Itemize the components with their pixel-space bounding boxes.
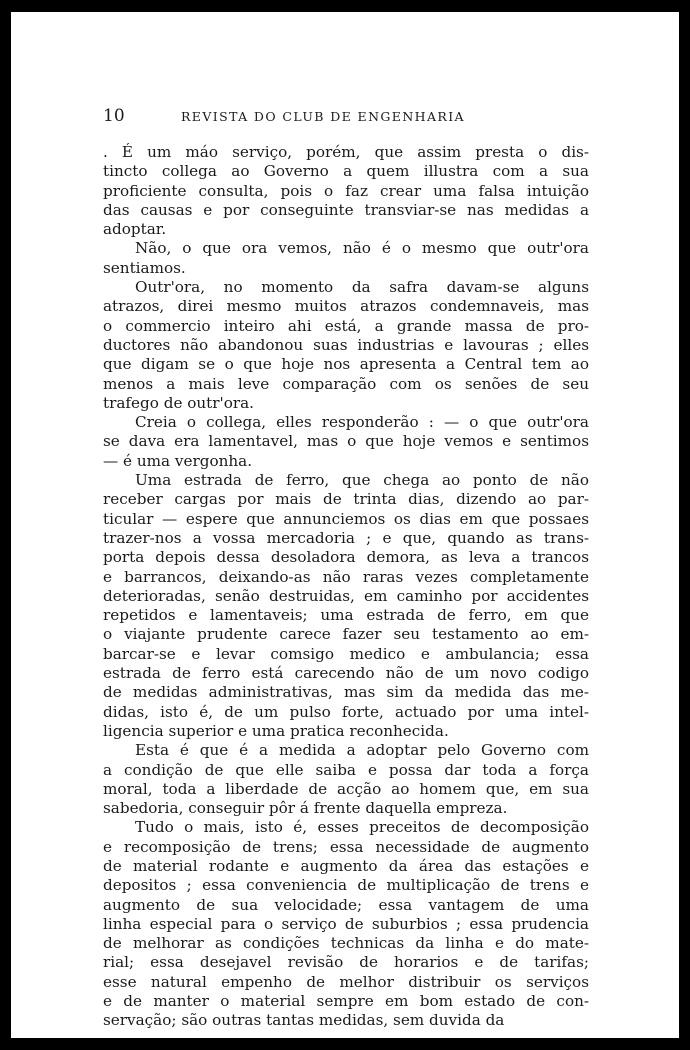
text-line: sentiamos. xyxy=(103,258,186,277)
text-line: augmento de sua velocidade; essa vantagem de uma xyxy=(103,895,589,914)
text-line: ticular — espere que annunciemos os dias em que possaes xyxy=(103,509,589,528)
text-line: menos a mais leve comparação com os senões de seu xyxy=(103,374,589,393)
text-line: trazer-nos a vossa mercadoria ; e que, quando as trans- xyxy=(103,528,589,547)
paragraph xyxy=(103,471,589,741)
text-line: de medidas administrativas, mas sim da medida das me- xyxy=(103,683,589,702)
text-line: das causas e por conseguinte transviar-se nas medidas a xyxy=(103,200,589,219)
text-line: esse natural empenho de melhor distribuir os serviços xyxy=(103,972,589,991)
text-line: trafego de outr'ora. xyxy=(103,393,255,412)
text-line: . É um máo serviço, porém, que assim presta o dis- xyxy=(103,143,589,161)
document-page xyxy=(11,12,679,1038)
text-line: o commercio inteiro ahi está, a grande massa de pro- xyxy=(103,316,589,335)
text-line: didas, isto é, de um pulso forte, actuado por uma intel- xyxy=(103,702,589,721)
paragraph xyxy=(103,143,589,239)
text-line: Uma estrada de ferro, que chega ao ponto de não xyxy=(135,471,589,490)
text-line: — é uma vergonha. xyxy=(103,451,253,470)
text-line: depositos ; essa conveniencia de multiplicação de trens e xyxy=(103,876,589,895)
text-line: adoptar. xyxy=(103,220,167,239)
text-line: linha especial para o serviço de suburbios ; essa prudencia xyxy=(103,914,589,933)
text-line: e recomposição de trens; essa necessidade de augmento xyxy=(103,837,589,856)
text-line: se dava era lamentavel, mas o que hoje vemos e sentimos xyxy=(103,432,589,451)
text-line: de melhorar as condições technicas da linha e do mate- xyxy=(103,934,589,953)
paragraph xyxy=(103,741,589,818)
text-line: estrada de ferro está carecendo não de um novo codigo xyxy=(103,664,589,683)
text-line: Outr'ora, no momento da safra davam-se alguns xyxy=(135,278,589,297)
text-line: ligencia superior e uma pratica reconhecida. xyxy=(103,721,449,740)
text-line: deterioradas, senão destruidas, em caminho por accidentes xyxy=(103,586,589,605)
text-line: repetidos e lamentaveis; uma estrada de ferro, em que xyxy=(103,606,589,625)
paragraph xyxy=(103,413,589,471)
running-title: REVISTA DO CLUB DE ENGENHARIA xyxy=(181,109,465,124)
text-line: a condição de que elle saiba e possa dar toda a força xyxy=(103,760,589,779)
text-line: Esta é que é a medida a adoptar pelo Governo com xyxy=(135,741,589,760)
text-line: porta depois dessa desoladora demora, as leva a trancos xyxy=(103,548,589,567)
text-line: Tudo o mais, isto é, esses preceitos de decomposição xyxy=(135,818,589,837)
text-line: Não, o que ora vemos, não é o mesmo que outr'ora xyxy=(135,239,589,258)
page-number: 10 xyxy=(103,106,125,126)
text-line: tincto collega ao Governo a quem illustra com a sua xyxy=(103,162,589,181)
text-line: Creia o collega, elles responderão : — o que outr'ora xyxy=(135,413,589,432)
text-line: moral, toda a liberdade de acção ao homem que, em sua xyxy=(103,779,589,798)
paragraph xyxy=(103,278,589,413)
paragraph xyxy=(103,818,589,1030)
text-line: sabedoria, conseguir pôr á frente daquella empreza. xyxy=(103,799,508,818)
text-line: que digam se o que hoje nos apresenta a Central tem ao xyxy=(103,355,589,374)
text-line: rial; essa desejavel revisão de horarios e de tarifas; xyxy=(103,953,589,972)
article-body xyxy=(103,143,589,1031)
text-line: barcar-se e levar comsigo medico e ambulancia; essa xyxy=(103,644,589,663)
text-line: atrazos, direi mesmo muitos atrazos condemnaveis, mas xyxy=(103,297,589,316)
text-line: proficiente consulta, pois o faz crear uma falsa intuição xyxy=(103,181,589,200)
text-line: ductores não abandonou suas industrias e lavouras ; elles xyxy=(103,335,589,354)
paragraph xyxy=(103,239,589,278)
text-line: o viajante prudente carece fazer seu testamento ao em- xyxy=(103,625,589,644)
text-line: servação; são outras tantas medidas, sem duvida da xyxy=(103,1011,505,1030)
text-line: receber cargas por mais de trinta dias, dizendo ao par- xyxy=(103,490,589,509)
text-line: de material rodante e augmento da área das estações e xyxy=(103,856,589,875)
text-line: e barrancos, deixando-as não raras vezes completamente xyxy=(103,567,589,586)
text-line: e de manter o material sempre em bom estado de con- xyxy=(103,992,589,1011)
page-header xyxy=(103,106,589,130)
